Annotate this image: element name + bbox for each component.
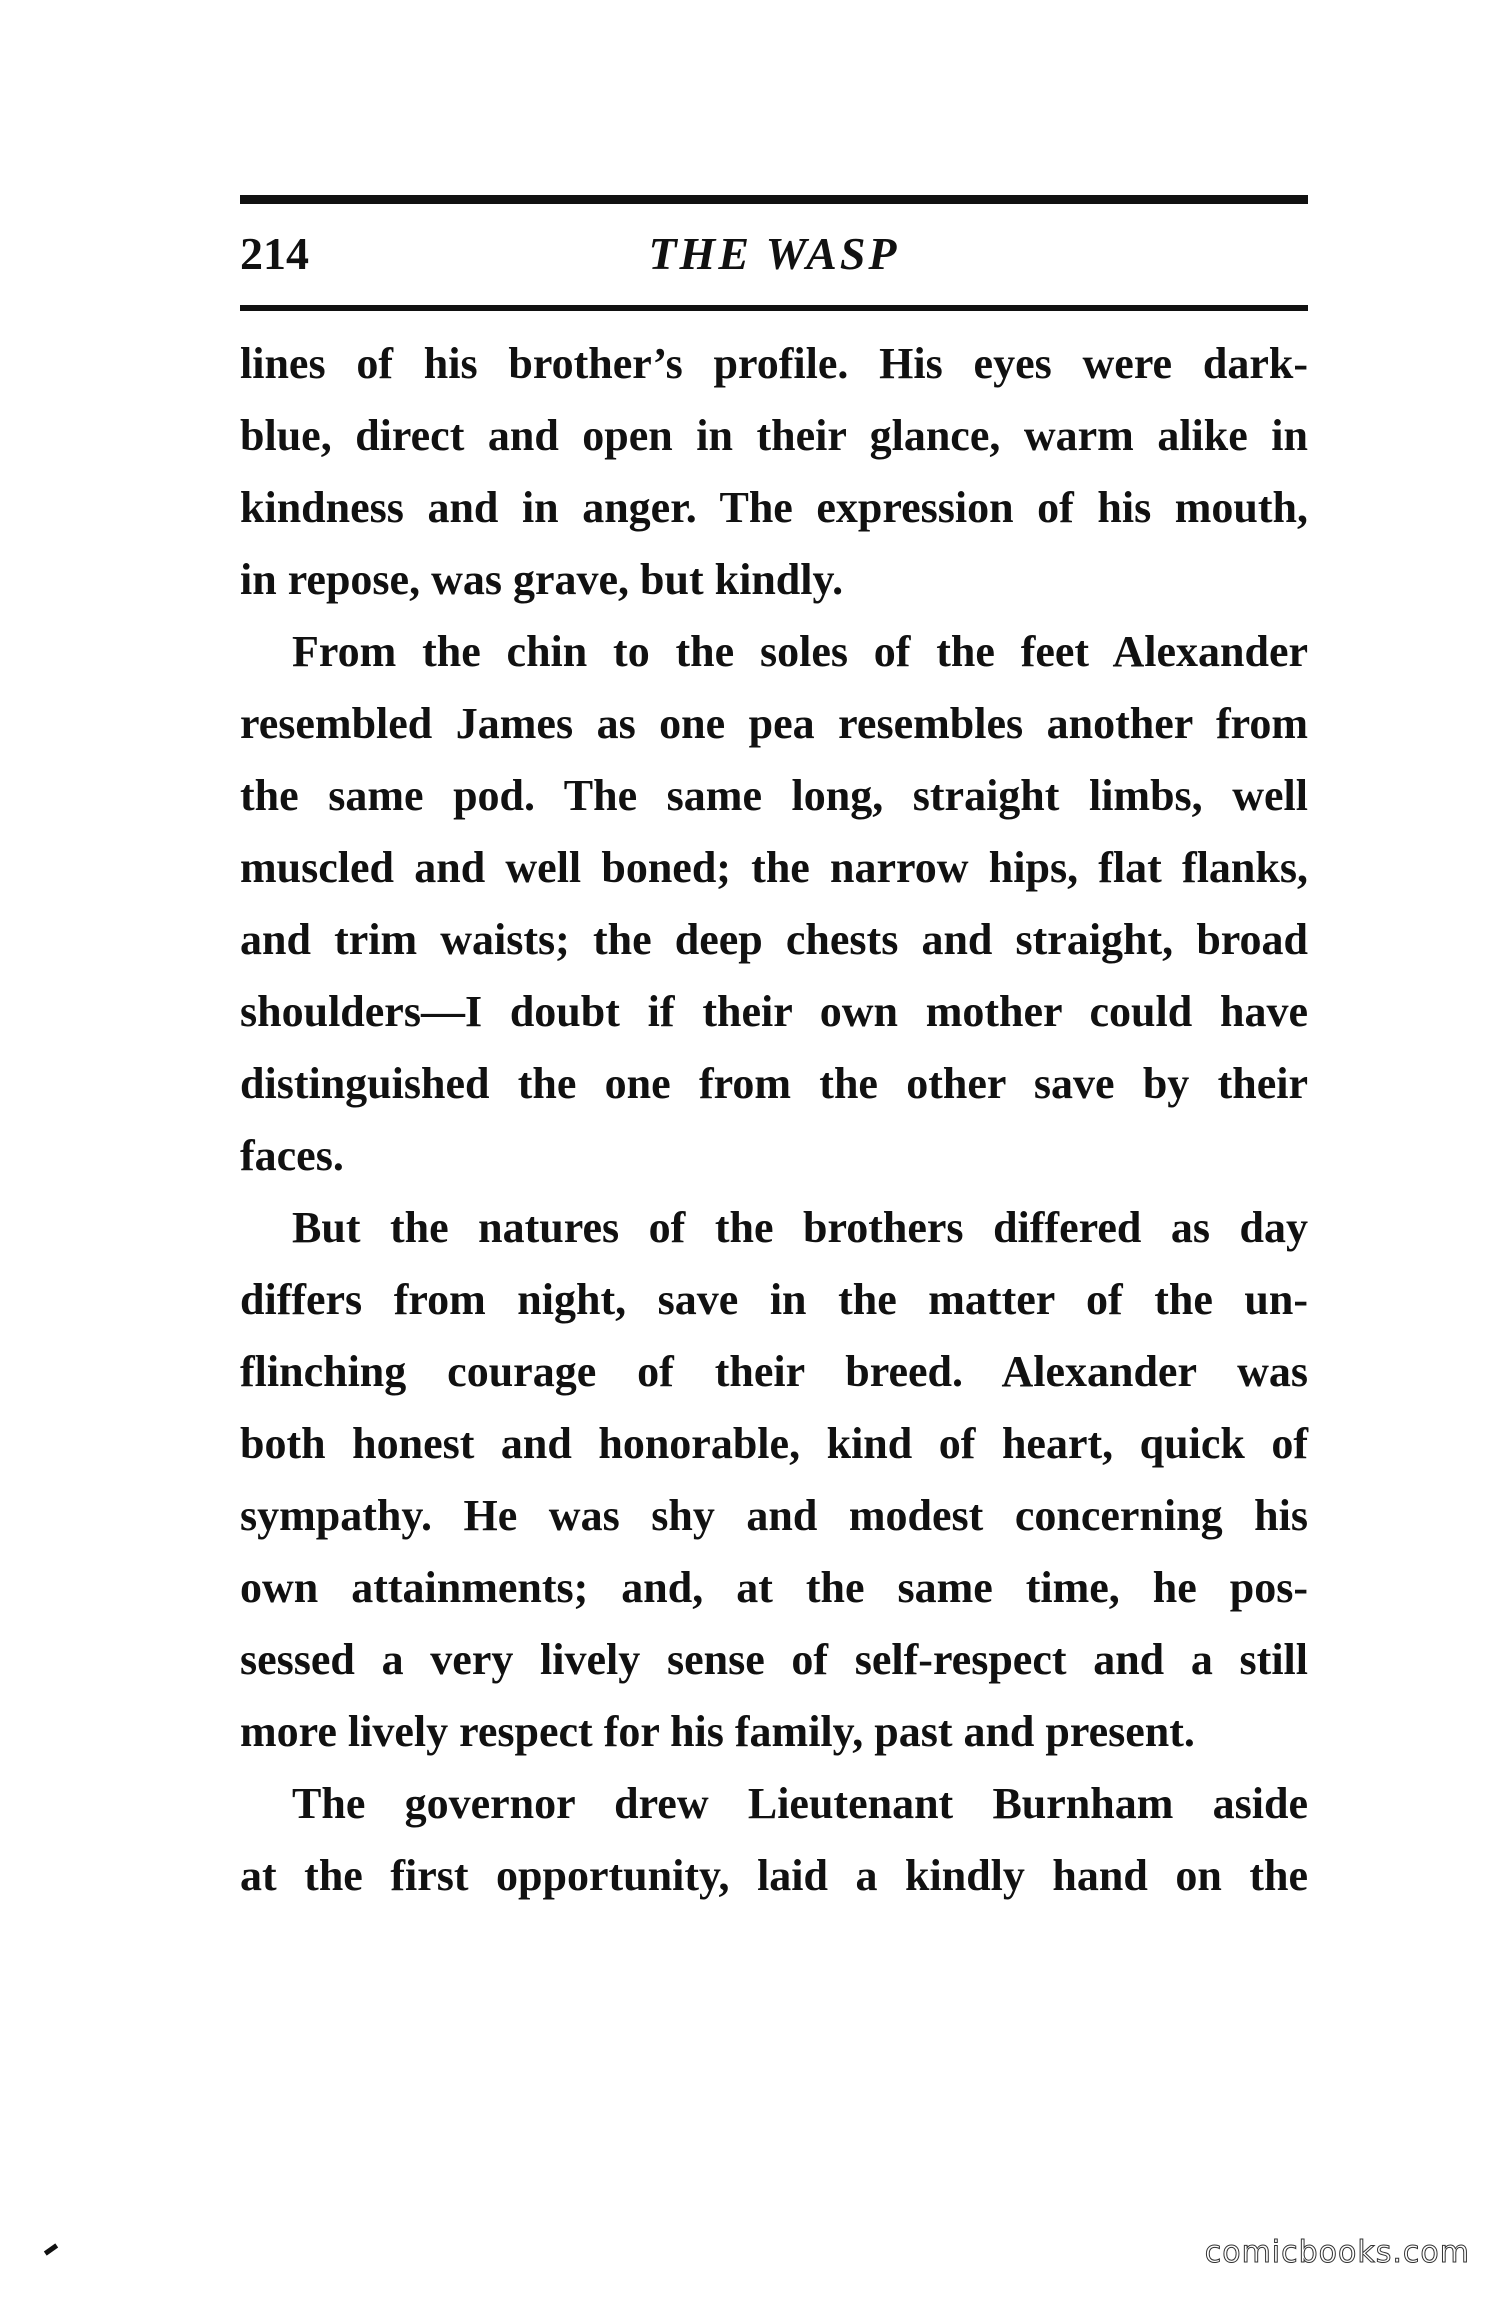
header-rule-bottom: [240, 305, 1308, 311]
body-text: [240, 328, 1308, 1912]
text-line: distinguished the one from the other save by their: [240, 1059, 1308, 1108]
text-line: more lively respect for his family, past and present.: [240, 1707, 1195, 1756]
text-line: lines of his brother’s profile. His eyes were dark-: [240, 339, 1308, 388]
text-line: blue, direct and open in their glance, warm alike in: [240, 411, 1308, 460]
text-line: kindness and in anger. The expression of his mouth,: [240, 483, 1308, 532]
text-line: muscled and well boned; the narrow hips, flat flanks,: [240, 843, 1308, 892]
text-line: the same pod. The same long, straight limbs, well: [240, 771, 1308, 820]
text-line: flinching courage of their breed. Alexander was: [240, 1347, 1308, 1396]
text-line: in repose, was grave, but kindly.: [240, 555, 844, 604]
text-line: own attainments; and, at the same time, he pos-: [240, 1563, 1308, 1612]
text-line: But the natures of the brothers differed as day: [292, 1203, 1308, 1252]
running-title: THE WASP: [648, 228, 900, 279]
watermark: comicbooks.com: [1204, 2235, 1470, 2270]
header-rule-top: [240, 195, 1308, 204]
text-line: and trim waists; the deep chests and straight, broad: [240, 915, 1308, 964]
text-line: at the first opportunity, laid a kindly hand on the: [240, 1851, 1308, 1900]
text-line: faces.: [240, 1131, 344, 1180]
text-line: sympathy. He was shy and modest concerning his: [240, 1491, 1308, 1540]
text-line: both honest and honorable, kind of heart, quick of: [240, 1419, 1308, 1468]
text-line: differs from night, save in the matter of the un-: [240, 1275, 1308, 1324]
text-line: The governor drew Lieutenant Burnham aside: [292, 1779, 1308, 1828]
text-line: From the chin to the soles of the feet Alexander: [292, 627, 1308, 676]
page-number: 214: [240, 228, 309, 279]
ink-mark: [44, 2243, 58, 2255]
text-line: shoulders—I doubt if their own mother could have: [240, 987, 1308, 1036]
text-line: resembled James as one pea resembles another from: [240, 699, 1308, 748]
text-line: sessed a very lively sense of self-respect and a still: [240, 1635, 1308, 1684]
